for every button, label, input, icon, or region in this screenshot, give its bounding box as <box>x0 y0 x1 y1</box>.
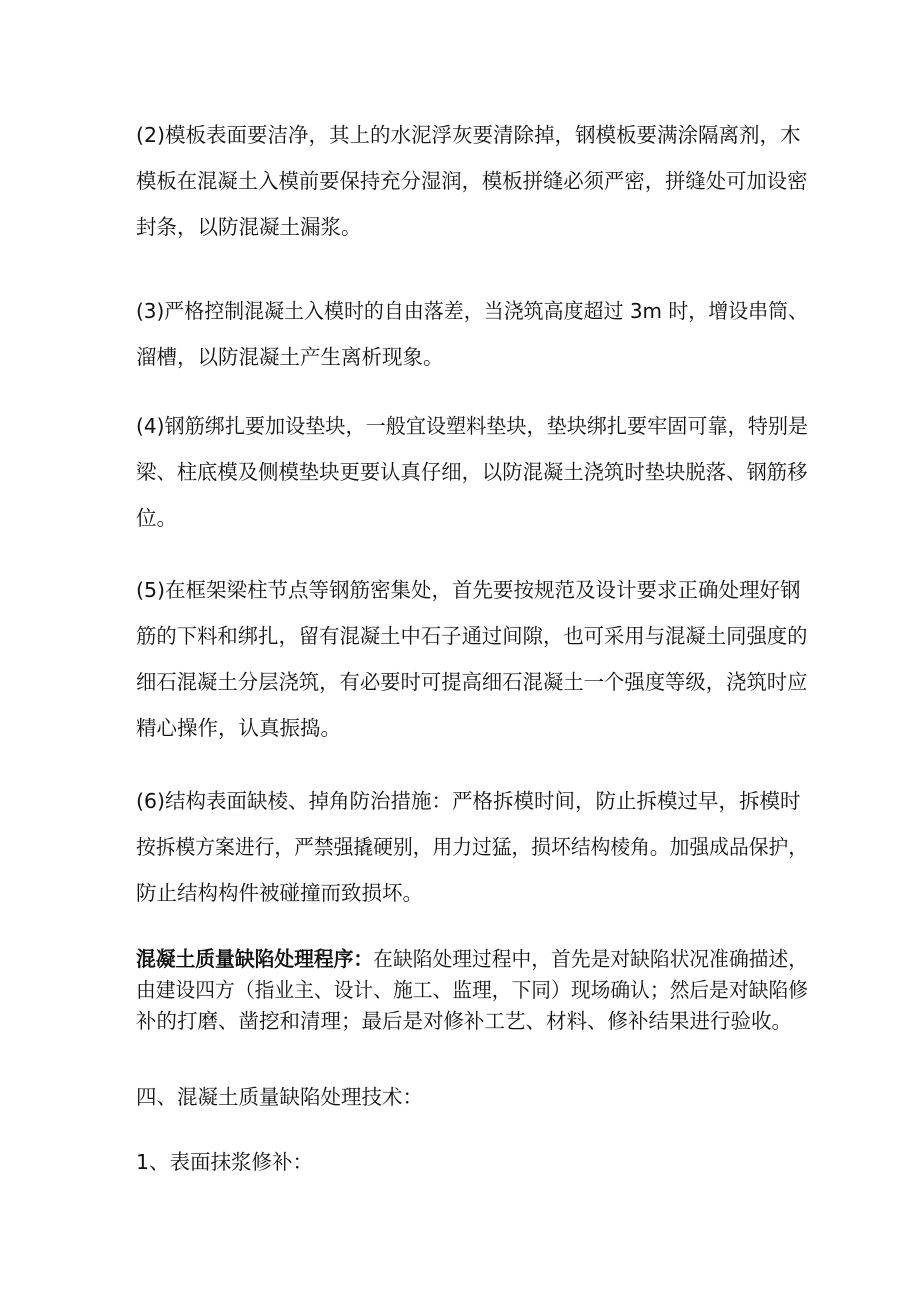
text-line: (2)模板表面要洁净，其上的水泥浮灰要清除掉，钢模板要满涂隔离剂，木 <box>136 123 801 147</box>
text-line: 封条，以防混凝土漏浆。 <box>136 215 362 239</box>
text-line: 模板在混凝土入模前要保持充分湿润，模板拼缝必须严密，拼缝处可加设密 <box>136 169 808 193</box>
text-line: (5)在框架梁柱节点等钢筋密集处，首先要按规范及设计要求正确处理好钢 <box>136 578 801 602</box>
text-line: (3)严格控制混凝土入模时的自由落差，当浇筑高度超过 3m 时，增设串筒、 <box>136 299 809 323</box>
text-line: (6)结构表面缺棱、掉角防治措施：严格拆模时间，防止拆模过早，拆模时 <box>136 789 801 813</box>
text-line <box>136 944 808 975</box>
text-line: 溜槽，以防混凝土产生离析现象。 <box>136 345 444 369</box>
text-line: 按拆模方案进行，严禁强撬硬别，用力过猛，损坏结构棱角。加强成品保护， <box>136 835 808 859</box>
text-line: 四、混凝土质量缺陷处理技术： <box>136 1085 423 1109</box>
text-line: (4)钢筋绑扎要加设垫块，一般宜设塑料垫块，垫块绑扎要牢固可靠，特别是 <box>136 414 809 438</box>
text-line: 补的打磨、凿挖和清理；最后是对修补工艺、材料、修补结果进行验收。 <box>136 1009 792 1033</box>
paragraph-dense-rebar-nodes <box>136 567 808 751</box>
text-line: 筋的下料和绑扎，留有混凝土中石子通过间隙，也可采用与混凝土同强度的 <box>136 624 808 648</box>
procedure-label: 混凝土质量缺陷处理程序： <box>136 947 374 971</box>
paragraph-defect-procedure <box>136 944 808 1037</box>
text-line: 细石混凝土分层浇筑，有必要时可提高细石混凝土一个强度等级，浇筑时应 <box>136 670 808 694</box>
paragraph-edge-corner-damage <box>136 778 808 916</box>
procedure-line1-text: 在缺陷处理过程中，首先是对缺陷状况准确描述， <box>373 947 808 971</box>
paragraph-formwork-cleaning <box>136 112 808 250</box>
section-heading <box>136 1074 804 1120</box>
text-line: 精心操作，认真振捣。 <box>136 716 341 740</box>
text-line: 梁、柱底模及侧模垫块更要认真仔细，以防混凝土浇筑时垫块脱落、钢筋移 <box>136 460 808 484</box>
text-line: 由建设四方（指业主、设计、施工、监理，下同）现场确认；然后是对缺陷修 <box>136 978 808 1002</box>
subheading <box>136 1139 804 1185</box>
text-line: 1、表面抹浆修补： <box>136 1150 314 1174</box>
text-line: 位。 <box>136 506 177 530</box>
text-line: 防止结构构件被碰撞而致损坏。 <box>136 881 423 905</box>
paragraph-rebar-spacers <box>136 403 809 541</box>
paragraph-free-fall-control <box>136 288 809 380</box>
